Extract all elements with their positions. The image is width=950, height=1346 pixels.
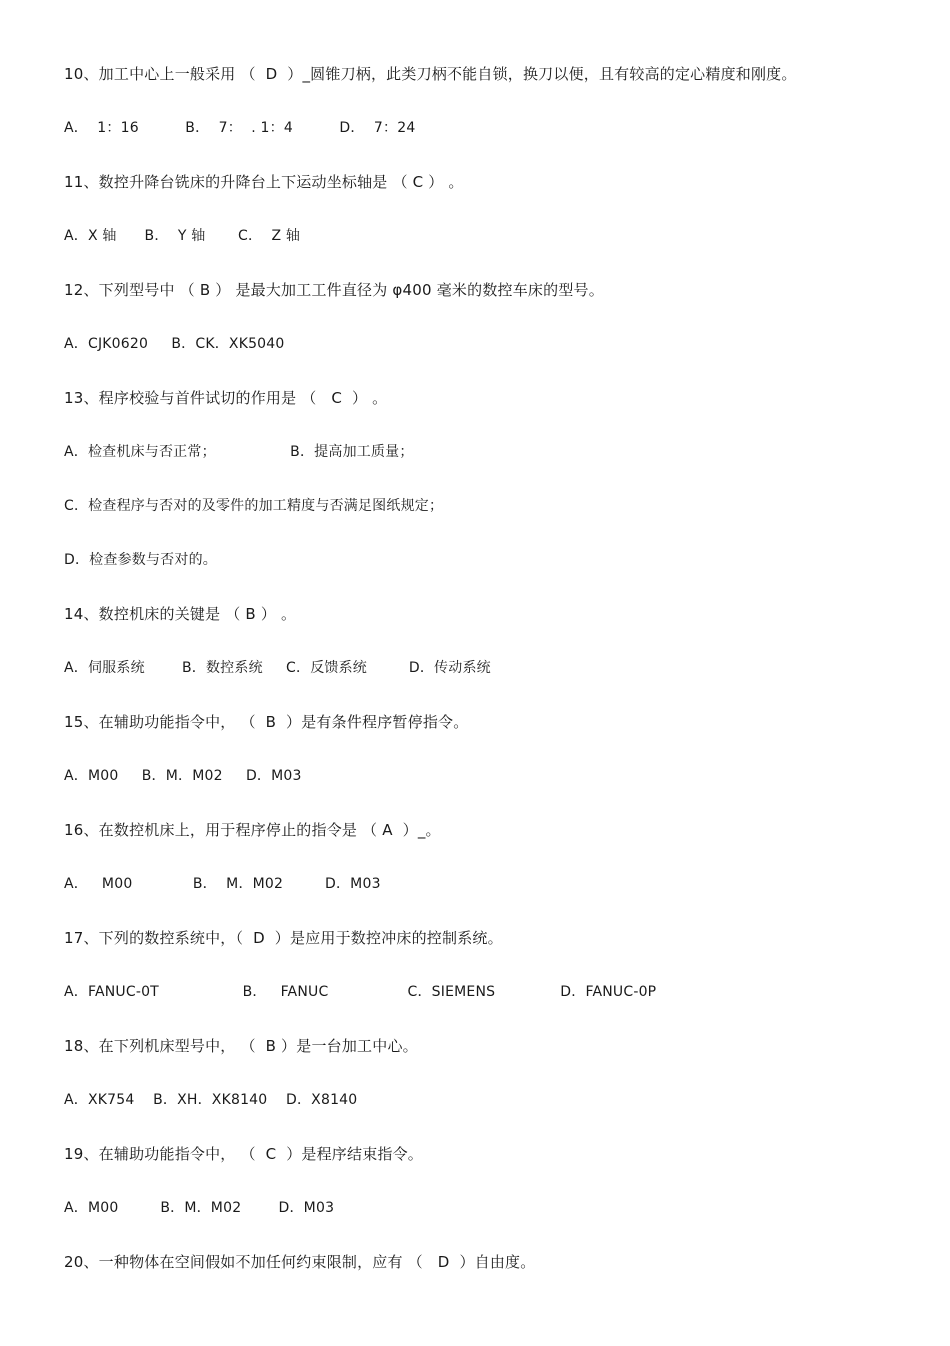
question-14-options: A．伺服系统 B．数控系统 C．反馈系统 D．传动系统 (64, 660, 491, 676)
question-12-options: A．CJK0620 B．CK．XK5040 (64, 336, 285, 352)
question-13: 13、程序校验与首件试切的作用是 （ C ） 。 (64, 389, 388, 407)
question-19: 19、在辅助功能指令中， （ C ）是程序结束指令。 (64, 1145, 424, 1163)
question-14: 14、数控机床的关键是 （ B ） 。 (64, 605, 297, 623)
question-19-options: A．M00 B．M．M02 D．M03 (64, 1200, 335, 1216)
question-11: 11、数控升降台铣床的升降台上下运动坐标轴是 （ C ） 。 (64, 173, 464, 191)
question-13-option-c: C．检查程序与否对的及零件的加工精度与否满足图纸规定； (64, 498, 444, 514)
question-18-options: A．XK754 B．XH．XK8140 D．X8140 (64, 1092, 358, 1108)
question-15-options: A．M00 B．M．M02 D．M03 (64, 768, 302, 784)
question-12: 12、下列型号中 （ B ） 是最大加工工件直径为 φ400 毫米的数控车床的型号。 (64, 281, 604, 299)
question-13-options-ab: A．检查机床与否正常； B．提高加工质量； (64, 444, 414, 460)
question-16: 16、在数控机床上，用于程序停止的指令是 （ A ）_。 (64, 821, 441, 839)
question-20: 20、一种物体在空间假如不加任何约束限制，应有 （ D ）自由度。 (64, 1253, 536, 1271)
question-15: 15、在辅助功能指令中， （ B ）是有条件程序暂停指令。 (64, 713, 469, 731)
question-17: 17、下列的数控系统中，（ D ）是应用于数控冲床的控制系统。 (64, 929, 503, 947)
question-13-option-d: D．检查参数与否对的。 (64, 552, 217, 568)
question-11-options: A．X 轴 B． Y 轴 C． Z 轴 (64, 228, 301, 244)
question-16-options: A． M00 B． M．M02 D．M03 (64, 876, 381, 892)
question-18: 18、在下列机床型号中， （ B ）是一台加工中心。 (64, 1037, 418, 1055)
question-17-options: A．FANUC-0T B． FANUC C．SIEMENS D．FANUC-0P (64, 984, 657, 1000)
question-10: 10、加工中心上一般采用 （ D ）_圆锥刀柄，此类刀柄不能自锁，换刀以便，且有较高的定心精度和刚度。 (64, 65, 797, 83)
question-10-options: A． 1：16 B． 7： . 1：4 D． 7：24 (64, 120, 416, 136)
